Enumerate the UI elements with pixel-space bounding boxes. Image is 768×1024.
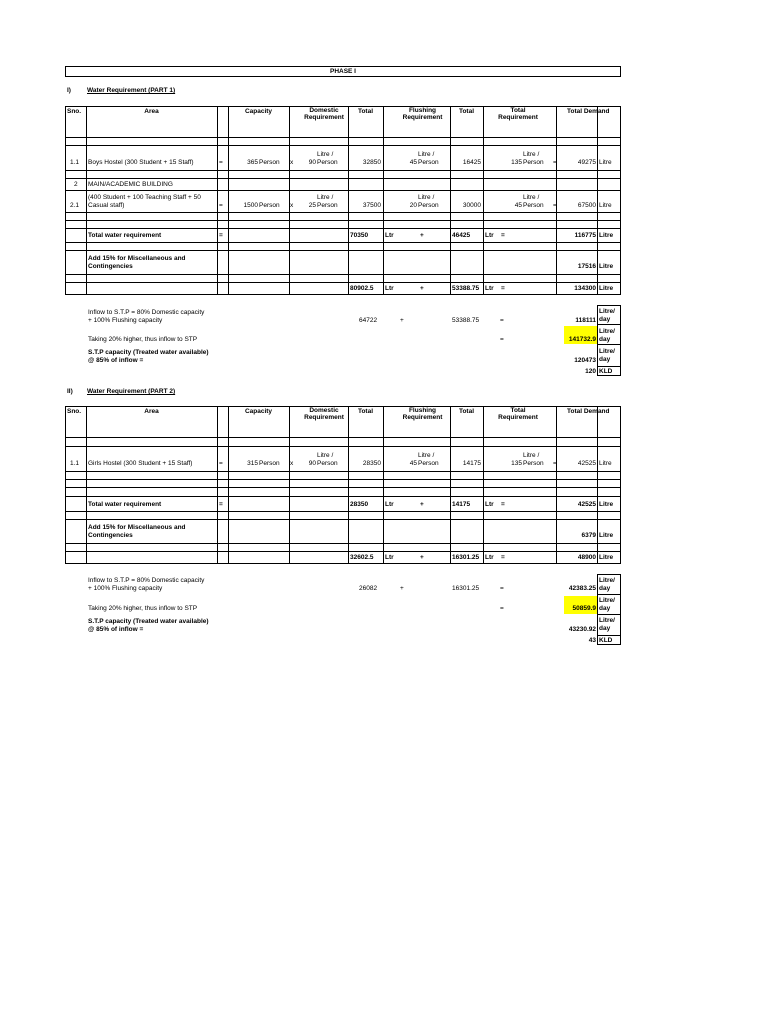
part2-heading-number: II) [67, 388, 73, 395]
row-total: 28350 [362, 460, 381, 467]
row-capacity: 365 [247, 159, 258, 166]
stp-value: 120473 [574, 357, 596, 364]
part1-heading: Water Requirement (PART 1) [87, 87, 176, 94]
row-times: x [290, 159, 294, 166]
row-total2: 14175 [462, 460, 481, 467]
total-equals: = [219, 232, 223, 239]
grand-flushing: 53388.75 [452, 285, 480, 292]
row-requirement-unit-top: Litre / [523, 151, 540, 158]
inflow-equals: = [500, 317, 504, 324]
header-total-requirement: Total Requirement [498, 407, 538, 421]
stp-kld-value: 43 [588, 637, 596, 644]
total-flushing: 14175 [452, 501, 471, 508]
row-equals: = [219, 460, 223, 467]
row-demand: 49275 [577, 159, 596, 166]
row-total: 37500 [362, 202, 381, 209]
total-ltr: Ltr [385, 501, 394, 508]
row-flushing-unit-top: Litre / [418, 452, 435, 459]
row-area-line2: Casual staff) [88, 202, 125, 209]
row-requirement-unit-top: Litre / [523, 194, 540, 201]
inflow-unit-line2: day [599, 316, 611, 323]
row-demand-unit: Litre [599, 159, 612, 166]
inflow-domestic-value: 64722 [359, 317, 378, 324]
row-requirement-unit: Person [523, 202, 544, 209]
misc-demand: 6379 [581, 532, 596, 539]
row-capacity-unit: Person [259, 202, 280, 209]
phase-title: PHASE I [65, 66, 621, 77]
total-equals: = [219, 501, 223, 508]
row-domestic-unit-top: Litre / [317, 194, 334, 201]
header-sno: Sno. [67, 408, 82, 415]
row-times: x [290, 460, 294, 467]
row-requirement: 45 [514, 202, 522, 209]
inflow-unit-line1: Litre/ [599, 308, 615, 315]
inflow-equals: = [500, 585, 504, 592]
total-domestic: 28350 [350, 501, 369, 508]
header-total: Total [357, 408, 374, 415]
row-capacity: 315 [247, 460, 258, 467]
total-plus: + [420, 232, 424, 239]
stp-label-line2: @ 85% of inflow = [88, 626, 144, 633]
total-domestic: 70350 [350, 232, 369, 239]
row-domestic: 90 [308, 159, 316, 166]
inflow-domestic-value: 26082 [359, 585, 378, 592]
grand-ltr: Ltr [385, 285, 394, 292]
higher-value: 141732.9 [568, 336, 596, 343]
higher-unit-line2: day [599, 336, 611, 343]
total-label: Total water requirement [88, 501, 162, 508]
total-unit: Litre [599, 232, 614, 239]
inflow-value: 42383.25 [568, 585, 596, 592]
misc-unit: Litre [599, 532, 614, 539]
grand-domestic: 80902.5 [350, 285, 374, 292]
inflow-label-line1: Inflow to S.T.P = 80% Domestic capacity [88, 309, 205, 316]
row-area: MAIN/ACADEMIC BUILDING [88, 181, 173, 188]
grand-ltr: Ltr [385, 554, 394, 561]
header-flushing: Flushing Requirement [402, 407, 443, 421]
row-flushing: 45 [409, 460, 417, 467]
grand-demand: 134300 [574, 285, 596, 292]
header-total: Total [357, 108, 374, 115]
row-flushing: 45 [409, 159, 417, 166]
grand-domestic: 32602.5 [350, 554, 374, 561]
row-requirement-unit-top: Litre / [523, 452, 540, 459]
stp-kld-unit: KLD [599, 637, 613, 644]
total-ltr2: Ltr [485, 501, 494, 508]
row-times: x [290, 202, 294, 209]
inflow-unit-line2: day [599, 585, 611, 592]
inflow-label-line1: Inflow to S.T.P = 80% Domestic capacity [88, 577, 205, 584]
total-equals2: = [501, 232, 505, 239]
total-demand: 116775 [574, 232, 596, 239]
header-sno: Sno. [67, 108, 82, 115]
row-equals: = [219, 159, 223, 166]
higher-equals: = [500, 605, 504, 612]
row-equals2: = [553, 159, 557, 166]
row-sno: 1.1 [70, 159, 80, 166]
inflow-label-line2: + 100% Flushing capacity [88, 317, 163, 324]
row-equals: = [219, 202, 223, 209]
grand-unit: Litre [599, 554, 614, 561]
row-domestic-unit: Person [317, 159, 338, 166]
header-total-demand: Total Demand [567, 108, 610, 115]
row-equals2: = [553, 202, 557, 209]
total-unit: Litre [599, 501, 614, 508]
row-domestic-unit-top: Litre / [317, 452, 334, 459]
row-total: 32850 [362, 159, 381, 166]
grand-flushing: 16301.25 [452, 554, 480, 561]
total-ltr: Ltr [385, 232, 394, 239]
row-flushing-unit-top: Litre / [418, 194, 435, 201]
row-area-line1: (400 Student + 100 Teaching Staff + 50 [88, 194, 201, 201]
row-equals2: = [553, 460, 557, 467]
total-equals2: = [501, 501, 505, 508]
stp-unit-line2: day [599, 356, 611, 363]
inflow-plus: + [400, 585, 404, 592]
row-area: Girls Hostel (300 Student + 15 Staff) [88, 460, 193, 467]
part1-heading-number: I) [67, 87, 71, 94]
row-capacity-unit: Person [259, 159, 280, 166]
row-capacity-unit: Person [259, 460, 280, 467]
row-area: Boys Hostel (300 Student + 15 Staff) [88, 159, 194, 166]
grand-plus: + [420, 554, 424, 561]
grand-plus: + [420, 285, 424, 292]
inflow-plus: + [400, 317, 404, 324]
stp-value: 43230.92 [568, 626, 596, 633]
higher-unit-line1: Litre/ [599, 328, 615, 335]
row-sno: 1.1 [70, 460, 80, 467]
row-domestic: 90 [308, 460, 316, 467]
row-flushing-unit: Person [418, 202, 439, 209]
total-flushing: 46425 [452, 232, 471, 239]
row-requirement: 135 [511, 159, 522, 166]
grand-ltr2: Ltr [485, 554, 494, 561]
header-domestic: Domestic Requirement [304, 407, 344, 421]
row-demand: 67500 [577, 202, 596, 209]
total-plus: + [420, 501, 424, 508]
stp-unit-line2: day [599, 625, 611, 632]
row-domestic-unit: Person [317, 202, 338, 209]
stp-unit-line1: Litre/ [599, 617, 615, 624]
row-flushing-unit: Person [418, 460, 439, 467]
row-demand: 42525 [577, 460, 596, 467]
row-requirement-unit: Person [523, 460, 544, 467]
header-flushing: Flushing Requirement [402, 107, 443, 121]
row-flushing-unit: Person [418, 159, 439, 166]
row-domestic-unit-top: Litre / [317, 151, 334, 158]
header-total2: Total [458, 408, 475, 415]
header-capacity: Capacity [244, 408, 273, 415]
row-total2: 16425 [462, 159, 481, 166]
grand-demand: 48900 [577, 554, 596, 561]
row-sno: 2 [74, 181, 78, 188]
misc-demand: 17516 [577, 263, 596, 270]
misc-unit: Litre [599, 263, 614, 270]
stp-label-line1: S.T.P capacity (Treated water available) [88, 349, 209, 356]
row-domestic-unit: Person [317, 460, 338, 467]
higher-value: 50859.9 [572, 605, 596, 612]
part2-heading: Water Requirement (PART 2) [87, 388, 176, 395]
grand-unit: Litre [599, 285, 614, 292]
misc-label-line1: Add 15% for Miscellaneous and [88, 524, 186, 531]
header-total-requirement: Total Requirement [498, 107, 538, 121]
higher-label: Taking 20% higher, thus inflow to STP [88, 336, 198, 343]
inflow-value: 118111 [575, 317, 596, 324]
header-total2: Total [458, 108, 475, 115]
total-label: Total water requirement [88, 232, 162, 239]
misc-label-line2: Contingencies [88, 263, 133, 270]
inflow-unit-line1: Litre/ [599, 577, 615, 584]
stp-kld-value: 120 [585, 368, 596, 375]
header-total-demand: Total Demand [567, 408, 610, 415]
total-demand: 42525 [577, 501, 596, 508]
stp-label-line2: @ 85% of inflow = [88, 357, 144, 364]
row-flushing-unit-top: Litre / [418, 151, 435, 158]
grand-equals: = [501, 285, 505, 292]
row-capacity: 1500 [243, 202, 258, 209]
stp-unit-line1: Litre/ [599, 348, 615, 355]
header-capacity: Capacity [244, 108, 273, 115]
row-requirement-unit: Person [523, 159, 544, 166]
stp-kld-unit: KLD [599, 368, 613, 375]
row-demand-unit: Litre [599, 202, 612, 209]
inflow-flushing-value: 16301.25 [452, 585, 480, 592]
higher-unit-line1: Litre/ [599, 597, 615, 604]
inflow-flushing-value: 53388.75 [452, 317, 480, 324]
higher-label: Taking 20% higher, thus inflow to STP [88, 605, 198, 612]
row-total2: 30000 [462, 202, 481, 209]
row-demand-unit: Litre [599, 460, 612, 467]
header-area: Area [144, 408, 159, 415]
row-domestic: 25 [308, 202, 316, 209]
higher-equals: = [500, 336, 504, 343]
inflow-label-line2: + 100% Flushing capacity [88, 585, 163, 592]
misc-label-line2: Contingencies [88, 532, 133, 539]
stp-label-line1: S.T.P capacity (Treated water available) [88, 618, 209, 625]
part2-table [65, 406, 621, 564]
grand-ltr2: Ltr [485, 285, 494, 292]
higher-unit-line2: day [599, 605, 611, 612]
row-flushing: 20 [409, 202, 417, 209]
header-domestic: Domestic Requirement [304, 107, 344, 121]
row-sno: 2.1 [70, 202, 80, 209]
grand-equals: = [501, 554, 505, 561]
total-ltr2: Ltr [485, 232, 494, 239]
misc-label-line1: Add 15% for Miscellaneous and [88, 255, 186, 262]
header-area: Area [144, 108, 159, 115]
row-requirement: 135 [511, 460, 522, 467]
